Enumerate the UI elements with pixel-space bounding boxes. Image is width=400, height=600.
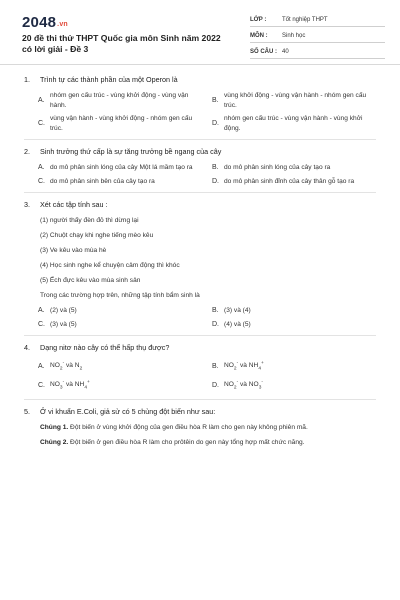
- meta-value: Sinh học: [282, 33, 306, 39]
- document-title: 20 đề thi thử THPT Quốc gia môn Sinh năm 2022 có lời giải - Đề 3: [22, 33, 221, 54]
- question-number: 1.: [24, 75, 30, 84]
- answer-options: [38, 91, 376, 133]
- option-c[interactable]: C. vùng vận hành - vùng khởi động - nhóm gen cấu trúc.: [38, 115, 193, 132]
- meta-row-subject: [250, 30, 385, 43]
- meta-key: SỐ CÂU :: [250, 49, 277, 55]
- statement-item: (2) Chuột chạy khi nghe tiếng mèo kêu: [40, 232, 154, 239]
- option-d[interactable]: D. $NO_2^-$ và $NO_3^-$: [212, 380, 263, 391]
- meta-row-class: [250, 14, 385, 27]
- question-number: 2.: [24, 147, 30, 156]
- meta-row-question-count: [250, 46, 385, 59]
- mutant-strain-2: Chủng 2. Đột biến ở gen điều hòa R làm cho prôtêin do gen này tổng hợp mất chức năng.: [40, 439, 305, 446]
- meta-table: [250, 14, 385, 62]
- question-lead: Trong các trường hợp trên, những tập tính bẩm sinh là: [40, 292, 200, 299]
- question-text: Ở vi khuẩn E.Coli, giả sử có 5 chủng đột biến như sau:: [40, 407, 216, 416]
- statement-item: (1) người thấy đèn đỏ thì dừng lại: [40, 217, 139, 224]
- mutant-strain-1: Chủng 1. Đột biến ở vùng khởi động của gen điều hòa R làm cho gen này không phiên mã.: [40, 424, 308, 431]
- question-number: 4.: [24, 343, 30, 352]
- option-a[interactable]: A. $NO_2^-$ và $N_2$: [38, 361, 83, 372]
- question-1: [24, 75, 376, 140]
- question-text: Xét các tập tính sau :: [40, 200, 108, 209]
- statement-item: (4) Học sinh nghe kể chuyện cảm động thì khóc: [40, 262, 180, 269]
- option-b[interactable]: B. $NO_2^-$ và $NH_4^+$: [212, 361, 264, 372]
- meta-value: Tốt nghiệp THPT: [282, 17, 328, 23]
- question-5: [24, 407, 376, 453]
- option-b[interactable]: B. (3) và (4): [212, 307, 251, 314]
- option-c[interactable]: C. do mô phân sinh bên của cây tạo ra: [38, 177, 155, 185]
- question-list: [0, 75, 400, 460]
- question-3: [24, 200, 376, 336]
- option-d[interactable]: D. do mô phân sinh đỉnh của cây thân gỗ tạo ra: [212, 177, 355, 185]
- question-text: Trình tự các thành phần của một Operon là: [40, 75, 178, 84]
- meta-key: LỚP :: [250, 17, 267, 23]
- option-b[interactable]: B. do mô phân sinh lóng của cây tạo ra: [212, 164, 331, 171]
- question-4: [24, 343, 376, 400]
- option-d[interactable]: D. nhóm gen cấu trúc - vùng vận hành - vùng khởi động.: [212, 115, 363, 132]
- question-number: 3.: [24, 200, 30, 209]
- question-number: 5.: [24, 407, 30, 416]
- option-d[interactable]: D. (4) và (5): [212, 320, 251, 328]
- option-a[interactable]: A. (2) và (5): [38, 307, 77, 314]
- meta-key: MÔN :: [250, 33, 268, 39]
- statement-item: (3) Ve kêu vào mùa hè: [40, 247, 107, 254]
- option-a[interactable]: A. nhóm gen cấu trúc - vùng khởi động - vùng vận hành.: [38, 92, 189, 109]
- option-c[interactable]: C. $NO_3^-$ và $NH_4^+$: [38, 380, 90, 391]
- answer-options: [38, 359, 376, 393]
- option-b[interactable]: B. vùng khởi động - vùng vận hành - nhóm gen cấu trúc.: [212, 92, 367, 109]
- question-text: Dạng nitơ nào cây có thể hấp thụ được?: [40, 343, 170, 352]
- page-header: [0, 0, 400, 65]
- statement-item: (5) Ếch đực kêu vào mùa sinh sản: [40, 277, 141, 284]
- answer-options: [38, 163, 376, 186]
- answer-options: [38, 306, 376, 329]
- meta-value: 40: [282, 49, 289, 55]
- option-a[interactable]: A. do mô phân sinh lóng của cây Một lá mầm tạo ra: [38, 164, 193, 171]
- question-2: [24, 147, 376, 193]
- option-c[interactable]: C. (3) và (5): [38, 320, 77, 328]
- question-text: Sinh trưởng thứ cấp là sự tăng trưởng bề ngang của cây: [40, 147, 222, 156]
- site-logo[interactable]: 2048.vn: [22, 14, 68, 31]
